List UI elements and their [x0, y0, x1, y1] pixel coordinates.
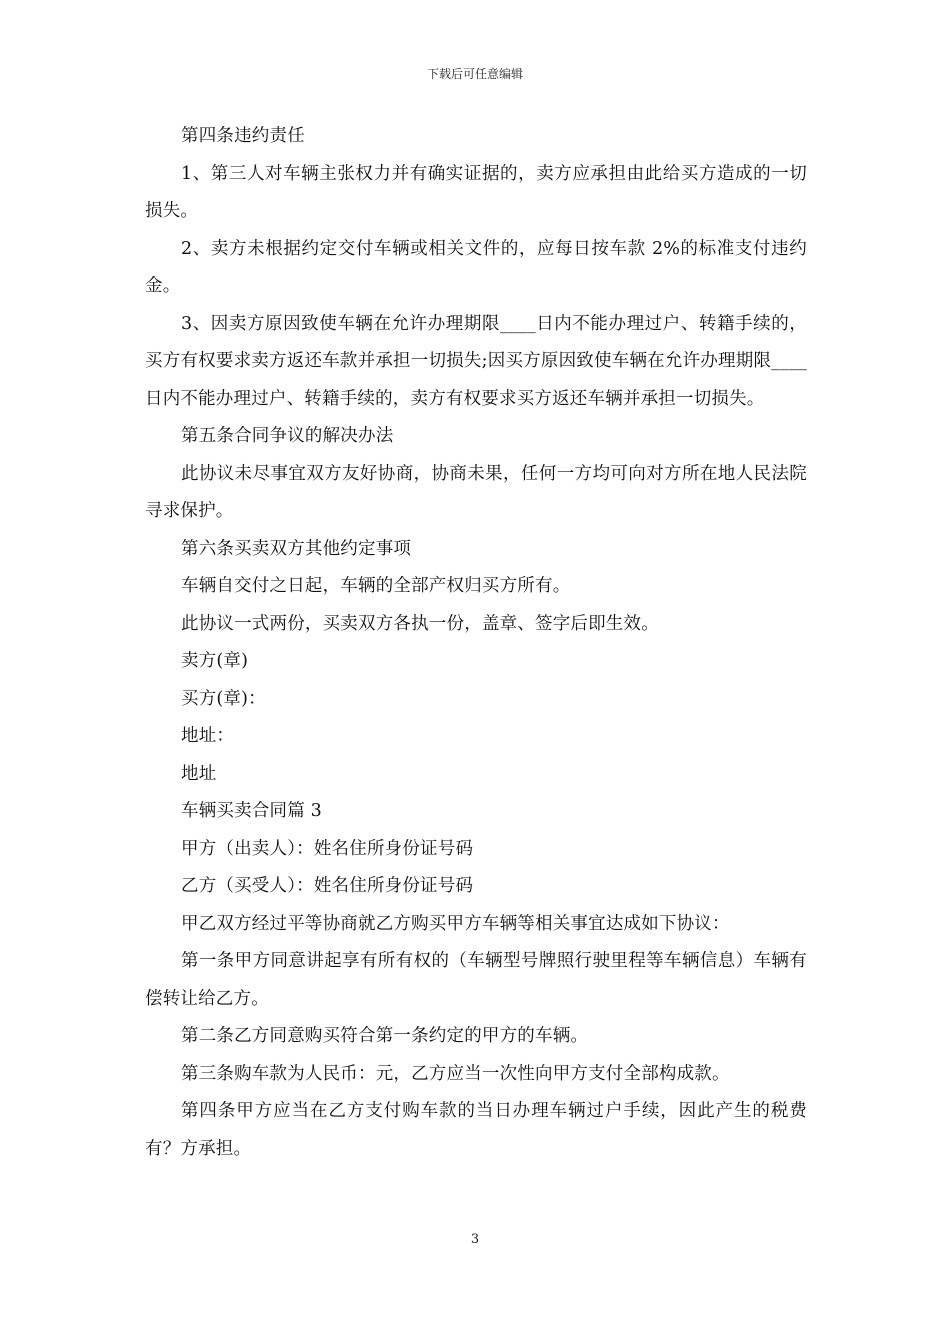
section-heading-5: 第五条合同争议的解决办法: [181, 426, 394, 446]
clause-2: 第二条乙方同意购买符合第一条约定的甲方的车辆。: [181, 1026, 589, 1046]
paragraph: 1、第三人对车辆主张权力并有确实证据的，卖方应承担由此给买方造成的一切损失。: [145, 163, 807, 221]
contract-title: 车辆买卖合同篇 3: [181, 801, 322, 821]
paragraph: 2、卖方未根据约定交付车辆或相关文件的，应每日按车款 2%的标准支付违约金。: [145, 238, 807, 296]
clause-1: 第一条甲方同意讲起享有所有权的（车辆型号牌照行驶里程等车辆信息）车辆有偿转让给乙方。: [145, 951, 807, 1009]
clause-4: 第四条甲方应当在乙方支付购车款的当日办理车辆过户手续，因此产生的税费有？方承担。: [145, 1101, 807, 1159]
document-body: [145, 118, 807, 1168]
section-heading-6: 第六条买卖双方其他约定事项: [181, 538, 412, 559]
paragraph: 车辆自交付之日起，车辆的全部产权归买方所有。: [181, 576, 571, 596]
paragraph: 甲乙双方经过平等协商就乙方购买甲方车辆等相关事宜达成如下协议：: [181, 913, 730, 934]
paragraph: 3、因卖方原因致使车辆在允许办理期限____日内不能办理过户、转籍手续的，买方有权要求卖方返还车款并承担一切损失;因买方原因致使车辆在允许办理期限____日内不能办理过户、转籍手续的，卖方有权要求买方返还车辆并承担一切损失。: [145, 313, 807, 409]
party-b-line: 乙方（买受人）：姓名住所身份证号码: [181, 876, 474, 896]
address-line: 地址：: [181, 726, 235, 746]
clause-3: 第三条购车款为人民币：元，乙方应当一次性向甲方支付全部构成款。: [181, 1063, 730, 1084]
buyer-seal-line: 买方(章)：: [181, 688, 266, 709]
paragraph: 此协议未尽事宜双方友好协商，协商未果，任何一方均可向对方所在地人民法院寻求保护。: [145, 463, 807, 521]
paragraph: 此协议一式两份，买卖双方各执一份，盖章、签字后即生效。: [181, 613, 659, 634]
address-line: 地址: [181, 763, 217, 784]
seller-seal-line: 卖方(章): [181, 651, 249, 671]
page-header-note: 下载后可任意编辑: [426, 67, 523, 81]
party-a-line: 甲方（出卖人）：姓名住所身份证号码: [181, 838, 474, 859]
section-heading-4: 第四条违约责任: [181, 126, 305, 146]
page-number: 3: [470, 1232, 480, 1247]
